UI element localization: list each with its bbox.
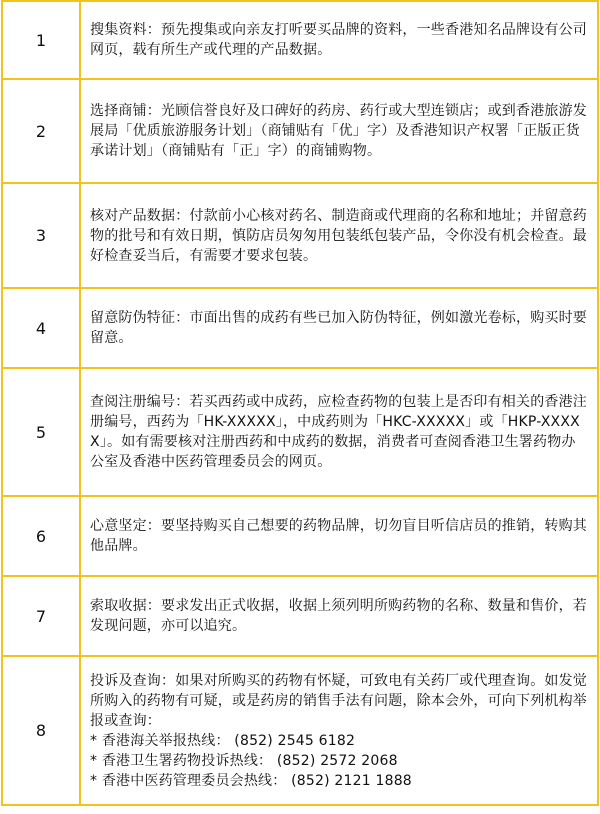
row-number: 1 — [2, 1, 80, 79]
table-row — [2, 1, 598, 79]
hotline-health-dept: * 香港卫生署药物投诉热线： (852) 2572 2068 — [90, 752, 398, 769]
row-text: 搜集资料：预先搜集或向亲友打听要买品牌的资料，一些香港知名品牌设有公司网页，载有所生产或代理的产品数据。 — [80, 1, 598, 79]
table-row — [2, 288, 598, 368]
tips-table — [1, 0, 599, 806]
row-number: 2 — [2, 79, 80, 183]
row-number: 4 — [2, 288, 80, 368]
row-number: 6 — [2, 496, 80, 576]
hotline-chinese-medicine: * 香港中医药管理委员会热线： (852) 2121 1888 — [90, 772, 412, 789]
row-text: 投诉及查询：如果对所购买的药物有怀疑，可致电有关药厂或代理查询。如发觉所购入的药物有可疑，或是药房的销售手法有问题，除本会外，可向下列机构举报或查询： — [90, 672, 587, 729]
row-text: 选择商铺：光顾信誉良好及口碑好的药房、药行或大型连锁店；或到香港旅游发展局「优质旅游服务计划」（商铺贴有「优」字）及香港知识产权署「正版正货承诺计划」（商铺贴有「正」字）的商铺购物。 — [80, 79, 598, 183]
hotline-customs: * 香港海关举报热线： (852) 2545 6182 — [90, 732, 356, 749]
table-row — [2, 496, 598, 576]
row-text: 心意坚定：要坚持购买自己想要的药物品牌，切勿盲目听信店员的推销，转购其他品牌。 — [80, 496, 598, 576]
row-number: 5 — [2, 368, 80, 496]
row-text: 留意防伪特征：市面出售的成药有些已加入防伪特征，例如激光卷标，购买时要留意。 — [80, 288, 598, 368]
row-text-block — [80, 656, 598, 805]
table-row — [2, 183, 598, 288]
row-number: 8 — [2, 656, 80, 805]
row-number: 7 — [2, 576, 80, 656]
row-text: 查阅注册编号：若买西药或中成药，应检查药物的包装上是否印有相关的香港注册编号，西药为「HK-XXXXX」，中成药则为「HKC-XXXXX」或「HKP-XXXXX」。如有需要核对注册西药和中成药的数据，消费者可查阅香港卫生署药物办公室及香港中医药管理委员会的网页。 — [80, 368, 598, 496]
row-text: 索取收据：要求发出正式收据，收据上须列明所购药物的名称、数量和售价，若发现问题，亦可以追究。 — [80, 576, 598, 656]
table-row — [2, 656, 598, 805]
row-number: 3 — [2, 183, 80, 288]
table-row — [2, 368, 598, 496]
row-text: 核对产品数据：付款前小心核对药名、制造商或代理商的名称和地址；并留意药物的批号和有效日期，慎防店员匆匆用包装纸包装产品，令你没有机会检查。最好检查妥当后，有需要才要求包装。 — [80, 183, 598, 288]
table-row — [2, 79, 598, 183]
table-row — [2, 576, 598, 656]
